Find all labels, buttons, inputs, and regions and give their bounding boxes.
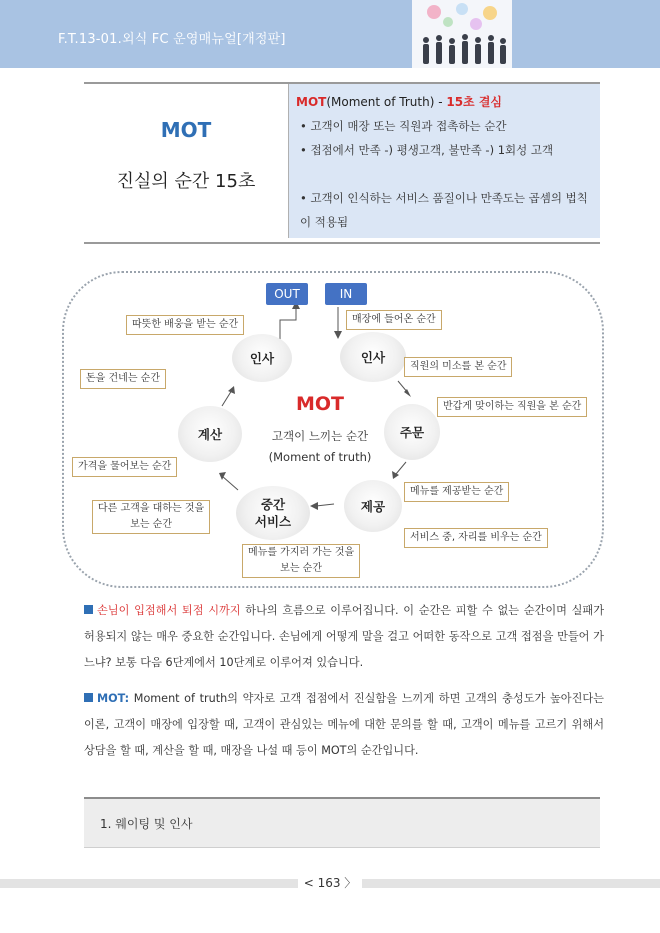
label-other-customer-line1: 다른 고객을 대하는 것을 bbox=[98, 503, 205, 514]
node-mid-service bbox=[236, 486, 310, 540]
page-number: < 163 〉 bbox=[298, 873, 362, 893]
summary-title: MOT bbox=[160, 118, 212, 142]
node-greet-enter: 인사 bbox=[340, 332, 406, 382]
definition-tail: 15초 결심 bbox=[446, 95, 502, 109]
label-other-customer-line2: 보는 순간 bbox=[130, 519, 172, 530]
label-enter-store: 매장에 들어온 순간 bbox=[346, 310, 442, 330]
diagram-center-english: (Moment of truth) bbox=[268, 450, 372, 464]
label-hand-money: 돈을 건네는 순간 bbox=[80, 369, 166, 389]
label-get-menu-line2: 보는 순간 bbox=[280, 563, 322, 574]
arrow-to-out bbox=[280, 307, 296, 344]
paragraph-flow bbox=[84, 598, 604, 676]
arrow-to-checkout bbox=[222, 476, 238, 490]
label-staff-smile: 직원의 미소를 본 순간 bbox=[404, 357, 512, 377]
node-checkout: 계산 bbox=[178, 406, 242, 462]
label-ask-price: 가격을 물어보는 순간 bbox=[72, 457, 177, 477]
label-warm-farewell: 따뜻한 배웅을 받는 순간 bbox=[126, 315, 244, 335]
node-mid-service-line2: 서비스 bbox=[254, 514, 292, 529]
paragraph-mot bbox=[84, 686, 604, 764]
paragraph-flow-text: 하나의 흐름으로 이루어집니다. 이 순간은 피할 수 없는 순간이며 실패가 허용되지 않는 매우 중요한 순간입니다. 손님에게 어떻게 말을 걸고 어떠한 동작으로 고객 접점을 만들어 가느냐? 보통 다음 6단계에서 10단계로 이루어져 있습니다. bbox=[84, 604, 605, 669]
label-get-menu-line1: 메뉴를 가지러 가는 것을 bbox=[248, 547, 355, 558]
definition-bullet: • 고객이 인식하는 서비스 품질이나 만족도는 곱셈의 법칙이 적용됨 bbox=[300, 191, 588, 229]
node-greet-exit: 인사 bbox=[232, 334, 292, 382]
summary-subtitle: 진실의 순간 15초 bbox=[116, 171, 256, 192]
paragraph-mot-highlight: MOT: bbox=[97, 692, 130, 705]
label-receive-menu: 메뉴를 제공받는 순간 bbox=[404, 482, 509, 502]
label-other-customer bbox=[92, 500, 210, 534]
label-get-menu bbox=[242, 544, 360, 578]
paragraph-flow-highlight: 손님이 입점해서 퇴점 시까지 bbox=[97, 604, 241, 617]
definition-bullet: • 접점에서 만족 -) 평생고객, 불만족 -) 1회성 고객 bbox=[300, 143, 554, 157]
label-leave-seat: 서비스 중, 자리를 비우는 순간 bbox=[404, 528, 548, 548]
arrow-to-greet-left bbox=[222, 390, 232, 406]
diagram-center-title: MOT bbox=[295, 393, 345, 415]
node-serve: 제공 bbox=[344, 480, 402, 532]
paragraph-mot-text: Moment of truth의 약자로 고객 접점에서 진실함을 느끼게 하면 고객의 충성도가 높아진다는 이론, 고객이 매장에 입장할 때, 고객이 관심있는 메뉴에 대한 문의를 할 때, 고객이 메뉴를 고르기 위해서 상담을 할 때, 계산을 할 때, 매장을 나설 때 등이 MOT의 순간입니다. bbox=[84, 692, 604, 757]
node-mid-service-line1: 중간 bbox=[260, 497, 286, 512]
definition-paren: (Moment of Truth) - bbox=[326, 95, 447, 109]
definition-bullet: • 고객이 매장 또는 직원과 접촉하는 순간 bbox=[300, 119, 507, 133]
definition-term: MOT bbox=[296, 95, 327, 109]
node-order: 주문 bbox=[384, 404, 440, 460]
diagram-center-subtitle: 고객이 느끼는 순간 bbox=[271, 429, 369, 443]
header-title: F.T.13-01.외식 FC 운영매뉴얼[개정판] bbox=[58, 32, 286, 47]
square-bullet-icon bbox=[84, 693, 93, 702]
in-tag: IN bbox=[325, 283, 367, 305]
label-welcome-staff: 반갑게 맞이하는 직원을 본 순간 bbox=[437, 397, 587, 417]
out-tag: OUT bbox=[266, 283, 308, 305]
section-heading: 1. 웨이팅 및 인사 bbox=[100, 817, 193, 831]
square-bullet-icon bbox=[84, 605, 93, 614]
arrow-to-mid-service bbox=[316, 504, 334, 506]
